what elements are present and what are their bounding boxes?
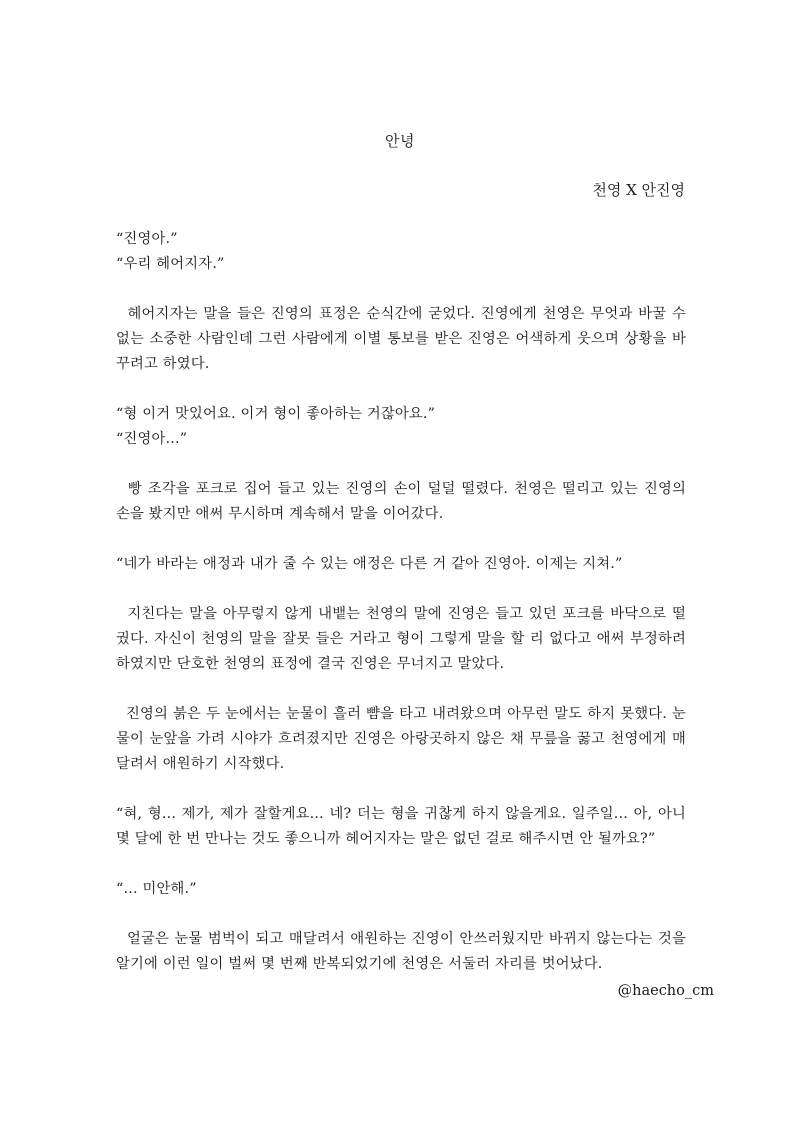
narration-paragraph: 빵 조각을 포크로 집어 들고 있는 진영의 손이 덜덜 떨렸다. 천영은 떨리고 있는 진영의 손을 봤지만 애써 무시하며 계속해서 말을 이어갔다. [116, 481, 691, 522]
document-title: 안녕 [385, 132, 415, 150]
dialogue-line: “우리 헤어지자.” [116, 256, 225, 272]
narration-paragraph: 헤어지자는 말을 들은 진영의 표정은 순식간에 굳었다. 진영에게 천영은 무엇과 바꿀 수 없는 소중한 사람인데 그런 사람에게 이별 통보를 받은 진영은 어색하게 웃으며 상황을 바꾸려고 하였다. [116, 306, 691, 372]
dialogue-line: “진영아.” [116, 231, 178, 247]
story-body [116, 227, 691, 977]
dialogue-paragraph: “혀, 형... 제가, 제가 잘할게요... 네? 더는 형을 귀찮게 하지 않을게요. 일주일... 아, 아니 몇 달에 한 번 만나는 것도 좋으니까 헤어지자는 말은 없던 걸로 해주시면 안 될까요?” [116, 806, 691, 847]
dialogue-line: “... 미안해.” [116, 881, 197, 897]
dialogue-line: “진영아...” [116, 431, 188, 447]
dialogue-line: “네가 바라는 애정과 내가 줄 수 있는 애정은 다른 거 같아 진영아. 이제는 지쳐.” [116, 556, 623, 572]
dialogue-line: “형 이거 맛있어요. 이거 형이 좋아하는 거잖아요.” [116, 406, 436, 422]
narration-paragraph: 진영의 붉은 두 눈에서는 눈물이 흘러 뺨을 타고 내려왔으며 아무런 말도 하지 못했다. 눈물이 눈앞을 가려 시야가 흐려졌지만 진영은 아랑곳하지 않은 채 무릎을 꿇고 천영에게 매달려서 애원하기 시작했다. [116, 706, 686, 772]
pairing-label: 천영 X 안진영 [592, 181, 685, 199]
narration-paragraph: 지친다는 말을 아무렇지 않게 내뱉는 천영의 말에 진영은 들고 있던 포크를 바닥으로 떨궜다. 자신이 천영의 말을 잘못 들은 거라고 형이 그렇게 말을 할 리 없다고 애써 부정하려 하였지만 단호한 천영의 표정에 결국 진영은 무너지고 말았다. [116, 606, 691, 672]
author-credit: @haecho_cm [617, 983, 714, 999]
narration-paragraph: 얼굴은 눈물 범벅이 되고 매달려서 애원하는 진영이 안쓰러웠지만 바뀌지 않는다는 것을 알기에 이런 일이 벌써 몇 번째 반복되었기에 천영은 서둘러 자리를 벗어났다. [116, 931, 691, 972]
